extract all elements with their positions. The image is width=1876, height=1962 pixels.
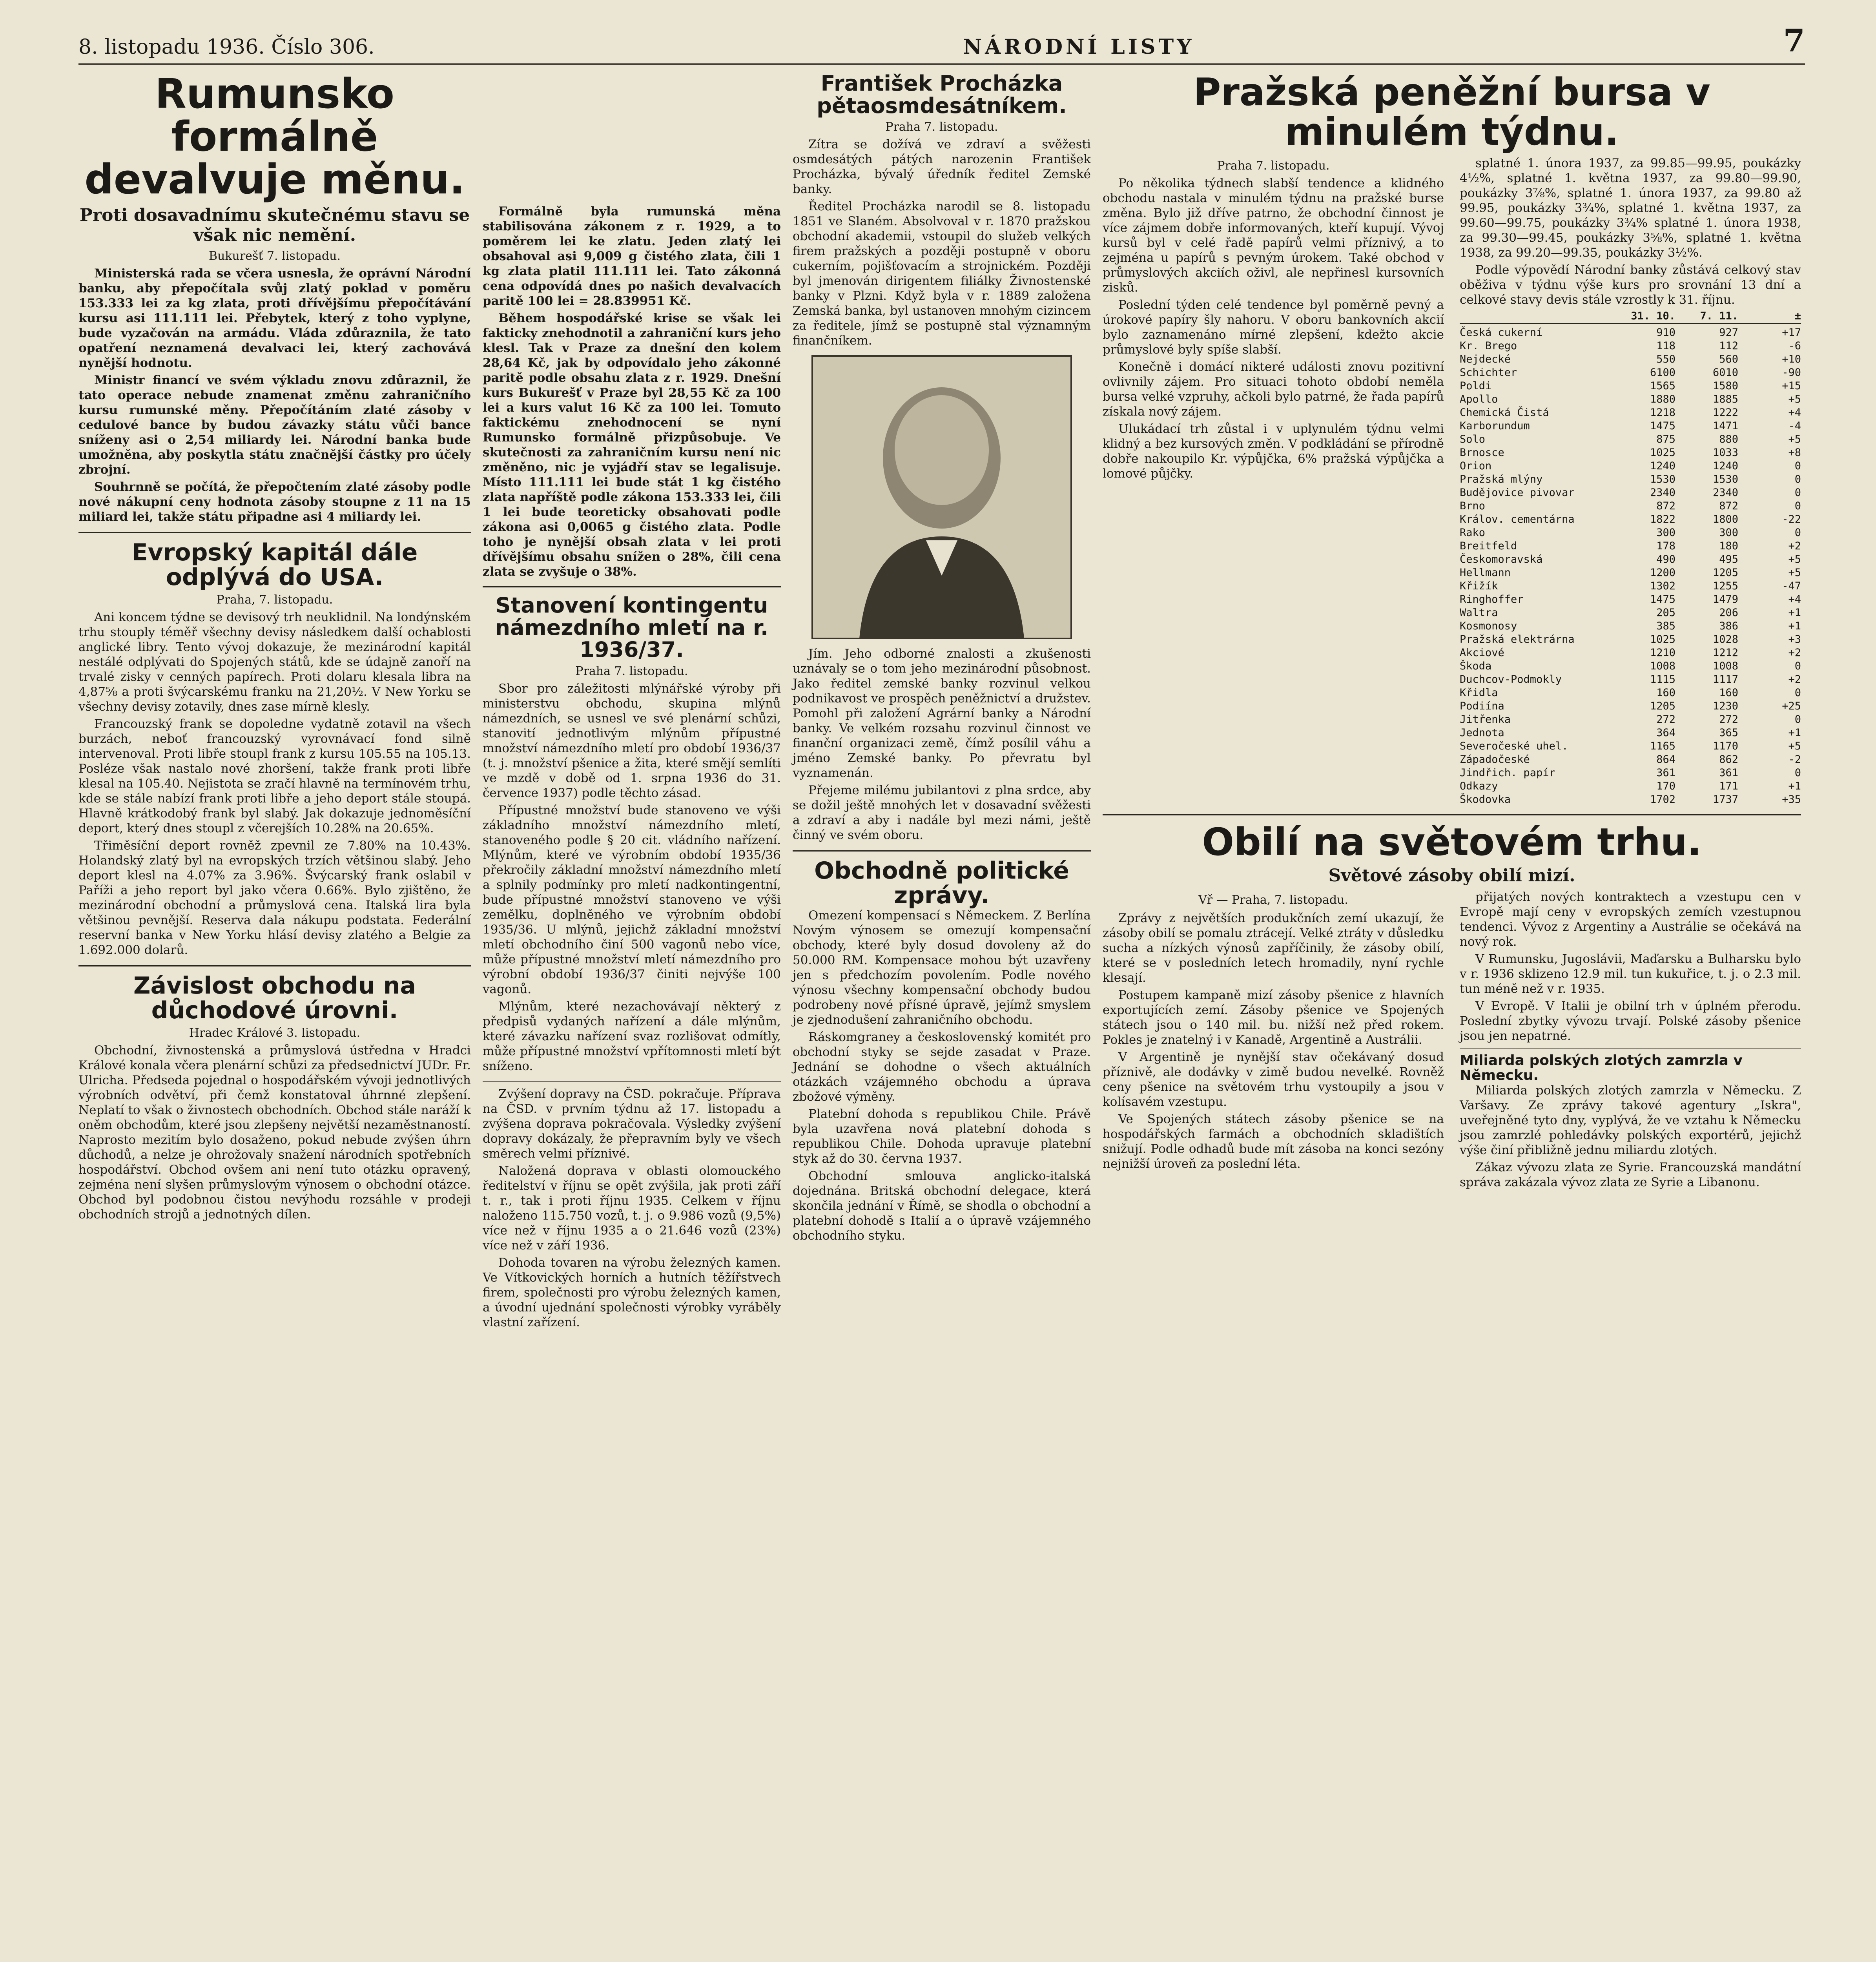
table-cell: Pražská mlýny bbox=[1460, 473, 1543, 485]
paragraph: Jím. Jeho odborné znalosti a zkušenosti uznávaly se o tom jeho mezinárodní působnost. Jako ředitel zemské banky rozvinul velkou podnikavost ve prospěch peněžnictví a družstev. Pomohl při založení Agrární banky a Národní banky. Ve velkém rozsahu rozvinul činnost ve finanční organizaci země, čímž posílil váhu a jméno Zemské banky. Po převratu byl vyznamenán. bbox=[793, 647, 1091, 780]
table-cell: 1737 bbox=[1712, 793, 1738, 806]
table-cell: 2340 bbox=[1650, 486, 1675, 499]
article-evropsky-kapital bbox=[78, 540, 471, 957]
table-cell: 300 bbox=[1719, 526, 1738, 539]
table-cell: Křižík bbox=[1460, 580, 1498, 592]
table-cell: 1475 bbox=[1650, 593, 1675, 605]
table-row bbox=[1460, 700, 1801, 713]
table-cell: +5 bbox=[1788, 740, 1801, 752]
paragraph: Francouzský frank se dopoledne vydatně zotavil na všech burzách, neboť francouzský vyrovnávací fond silně intervenoval. Proti libře stoupl frank z kursu 105.55 na 105.13. Posléze však nastalo nové zhoršení, takže frank proti libře klesal na 105.40. Nejistota se zračí hlavně na termínovém trhu, kde se stále nabízí frank proti libře a jeho deport stále stoupá. Hlavně krátkodobý frank byl slabý. Jak dokazuje jednoměsíční deport, který dnes stoupl z včerejších 10.28% na 20.65%. bbox=[78, 717, 471, 835]
table-cell: 1165 bbox=[1650, 740, 1675, 752]
table-cell: +1 bbox=[1788, 606, 1801, 619]
article-title: Evropský kapitál dále odplývá do USA. bbox=[131, 538, 418, 591]
table-row bbox=[1460, 780, 1801, 793]
table-cell: 0 bbox=[1794, 486, 1801, 499]
column-1 bbox=[78, 70, 471, 1230]
table-cell: +25 bbox=[1782, 700, 1801, 712]
paper-name: NÁRODNÍ LISTY bbox=[963, 35, 1195, 59]
portrait-photo bbox=[811, 355, 1072, 639]
table-row bbox=[1460, 513, 1801, 526]
table-header-cell: 7. 11. bbox=[1700, 310, 1738, 322]
paragraph: Po několika týdnech slabší tendence a klidného obchodu nastala v minulém týdnu na pražské burse změna. Bylo již dříve patrno, že obchodní činnost je více zájmem dobře informovaných, kteří kupují. Vývoj kursů byl v celé řadě papírů velmi příznivý, a to zejména u papírů s pevným úrokem. Také obchod v průmyslových akciích oživl, ale nepřinesl kursovních zisků. bbox=[1103, 176, 1444, 295]
table-cell: Králov. cementárna bbox=[1460, 513, 1575, 525]
obili-columns bbox=[1103, 890, 1801, 1192]
bursa-table bbox=[1460, 310, 1801, 806]
paragraph: Formálně byla rumunská měna stabilisována zákonem z r. 1929, a to poměrem lei ke zlatu. Jeden zlatý lei obsahoval asi 9,009 g čistého zlata, čili 1 kg zlata platil 111.111 lei. Tato zákonná cena odpovídá dnes po našich devalvacích paritě 100 lei = 28.839951 Kč. bbox=[483, 204, 781, 308]
table-cell: 1880 bbox=[1650, 393, 1675, 405]
article-body bbox=[1103, 176, 1444, 481]
article-subtitle: Proti dosavadnímu skutečnému stavu se však nic nemění. bbox=[79, 205, 470, 245]
table-cell: 0 bbox=[1794, 713, 1801, 726]
table-cell: +5 bbox=[1788, 566, 1801, 579]
paragraph: splatné 1. února 1937, za 99.85—99.95, poukázky 4½%, splatné 1. května 1937, za 99.80—99.90, poukázky 3⅞%, splatné 1. února 1937, za 99.80 až 99.95, poukázky 3¾%, splatné 1. května 1937, za 99.60—99.75, poukázky 3¾% splatné 1. února 1938, za 99.30—99.45, poukázky 3⅝%, splatné 1. května 1938, za 99.20—99.35, poukázky 3½%. bbox=[1460, 156, 1801, 260]
table-cell: 300 bbox=[1656, 526, 1675, 539]
paragraph: Souhrnně se počítá, že přepočtením zlaté zásoby podle nové nákupní ceny hodnota zásoby stoupne z 11 na 15 miliard lei, takže státu připadne asi 4 miliardy lei. bbox=[78, 480, 471, 524]
paragraph: Zítra se dožívá ve zdraví a svěžesti osmdesátých pátých narozenin František Procházka, bývalý úředník ředitel Zemské banky. bbox=[793, 137, 1091, 197]
table-row bbox=[1460, 566, 1801, 580]
table-cell: Orion bbox=[1460, 460, 1492, 472]
table-cell: Solo bbox=[1460, 433, 1486, 445]
table-cell: 0 bbox=[1794, 686, 1801, 699]
table-cell: 1302 bbox=[1650, 580, 1675, 592]
article-body bbox=[793, 908, 1091, 1243]
table-cell: 178 bbox=[1656, 540, 1675, 552]
table-cell: 171 bbox=[1719, 780, 1738, 792]
article-rumunsko bbox=[78, 70, 471, 524]
table-cell: -22 bbox=[1782, 513, 1801, 525]
table-cell: +4 bbox=[1788, 593, 1801, 605]
table-cell: 205 bbox=[1656, 606, 1675, 619]
paragraph: Přípustné množství bude stanoveno ve výši základního množství námezdního mletí, stanoveného podle § 20 cit. vládního nařízení. Mlýnům, které ve výrobním období 1935/36 překročily základní množství námezdního mletí a splnily podmínky pro mletí nadkontingentní, bude přípustné množství stanoveno ve výši zemělku, doplněného ve výrobním období 1935/36. U mlýnů, jejichž základní množství mletí obchodního činí 500 vagonů nebo více, může přípustné množství mletí námezdního pro výrobní období 1936/37 činiti nejvýše 100 vagonů. bbox=[483, 803, 781, 997]
obili-left-column bbox=[1103, 890, 1444, 1192]
table-cell: Brnosce bbox=[1460, 446, 1504, 459]
table-cell: 361 bbox=[1719, 766, 1738, 779]
table-cell: 1475 bbox=[1650, 419, 1675, 432]
table-cell: 160 bbox=[1656, 686, 1675, 699]
table-cell: Breitfeld bbox=[1460, 540, 1517, 552]
table-row bbox=[1460, 713, 1801, 726]
portrait-image bbox=[812, 356, 1071, 638]
table-cell: 0 bbox=[1794, 526, 1801, 539]
table-cell: +2 bbox=[1788, 673, 1801, 686]
table-cell: +1 bbox=[1788, 780, 1801, 792]
paragraph: Poslední týden celé tendence byl poměrně pevný a úrokové papíry šly nahoru. V oboru bankovních akcií bylo zaznamenáno mírné zlepšení, kdežto akcie průmyslové byly spíše slabší. bbox=[1103, 297, 1444, 357]
table-cell: 272 bbox=[1719, 713, 1738, 726]
table-cell: 272 bbox=[1656, 713, 1675, 726]
table-row bbox=[1460, 406, 1801, 419]
paragraph: Ani koncem týdne se devisový trh neuklidnil. Na londýnském trhu stouply téměř všechny devisy následkem další ochablosti anglické libry. Tento vývoj dokazuje, že mezinárodní kapitál nestálé odplývati do Spojených států, kde se údajně zanoří na trvalé zisky v cenných papírech. Proti dolaru klesala libra na 4,87⅝ a proti švýcarskému franku na 21,20½. V New Yorku se všechny devisy zotavily, dnes zase mírně klesly. bbox=[78, 610, 471, 714]
article-body-continued bbox=[793, 646, 1091, 842]
table-cell: 1008 bbox=[1650, 660, 1675, 672]
table-cell: 160 bbox=[1719, 686, 1738, 699]
article-title: Stanovení kontingentu námezdního mletí na r. 1936/37. bbox=[495, 593, 769, 662]
paragraph: Platební dohoda s republikou Chile. Právě byla uzavřena nová platební dohoda s republikou Chile. Dohoda upravuje platební styk až do 30. června 1937. bbox=[793, 1107, 1091, 1166]
table-cell: 1218 bbox=[1650, 406, 1675, 419]
bursa-right-column bbox=[1460, 156, 1801, 806]
table-row bbox=[1460, 726, 1801, 740]
table-cell: 872 bbox=[1719, 500, 1738, 512]
table-cell: +2 bbox=[1788, 646, 1801, 659]
table-cell: +15 bbox=[1782, 379, 1801, 392]
article-body bbox=[78, 266, 471, 524]
table-cell: Duchcov-Podmokly bbox=[1460, 673, 1562, 686]
table-cell: 1240 bbox=[1650, 460, 1675, 472]
article-body bbox=[1460, 156, 1801, 307]
table-cell: Brno bbox=[1460, 500, 1486, 512]
table-row bbox=[1460, 740, 1801, 753]
table-cell: 1117 bbox=[1712, 673, 1738, 686]
table-row bbox=[1460, 646, 1801, 660]
table-cell: 1170 bbox=[1712, 740, 1738, 752]
table-row bbox=[1460, 379, 1801, 393]
article-title: Miliarda polských zlotých zamrzla v Německu. bbox=[1460, 1052, 1743, 1084]
table-cell: 1025 bbox=[1650, 446, 1675, 459]
paragraph: Obchodní, živnostenská a průmyslová ústředna v Hradci Králové konala včera plenární schůzi za předsednictví JUDr. Fr. Ulricha. Předseda pojednal o hospodářském vývoji jednotlivých výrobních odvětví, při čemž konstatoval úhrnné zlepšení. Neplatí to však o živnostech obchodních. Obchod stále naráží k oněm obchodům, které jsou zlepšeny největší nezaměstnaností. Naprosto mezitím bylo dosaženo, pokud nebude zvýšen úhrn důchodů, a nelze je ohrožovaly snažení národních spotřebních hospodářství. Obchod ovšem ani není tuto otázku opravený, zejména není slyšen průmyslovým výnosem o obchodní otázce. Obchod byl podobnou čistou nevýhodu rozsáhle v prodeji obchodních strojů a jednotných dílen. bbox=[78, 1043, 471, 1222]
table-cell: Chemická Čistá bbox=[1460, 406, 1549, 419]
table-cell: Jitřenka bbox=[1460, 713, 1511, 726]
table-cell: 1200 bbox=[1650, 566, 1675, 579]
article-bursa bbox=[1103, 70, 1801, 806]
table-cell: Jednota bbox=[1460, 726, 1504, 739]
table-cell: +3 bbox=[1788, 633, 1801, 645]
table-cell: Karborundum bbox=[1460, 419, 1530, 432]
table-cell: 1222 bbox=[1712, 406, 1738, 419]
table-cell: 0 bbox=[1794, 500, 1801, 512]
table-cell: 1240 bbox=[1712, 460, 1738, 472]
table-row bbox=[1460, 500, 1801, 513]
table-cell: Podiína bbox=[1460, 700, 1504, 712]
article-rumunsko-continued bbox=[483, 204, 781, 579]
divider bbox=[78, 965, 471, 966]
table-row bbox=[1460, 353, 1801, 366]
paragraph: Obchodní smlouva anglicko-italská dojednána. Britská obchodní delegace, která skončila jednání v Římě, se shodla o obchodní a platební dohodě s Italií a o úpravě vzájemného obchodního styku. bbox=[793, 1169, 1091, 1243]
table-cell: 1033 bbox=[1712, 446, 1738, 459]
divider bbox=[78, 532, 471, 533]
table-cell: Jindřich. papír bbox=[1460, 766, 1555, 779]
table-row bbox=[1460, 393, 1801, 406]
table-cell: Hellmann bbox=[1460, 566, 1511, 579]
article-prochazka bbox=[793, 73, 1091, 842]
table-row bbox=[1460, 339, 1801, 353]
table-cell: 875 bbox=[1656, 433, 1675, 445]
table-row bbox=[1460, 633, 1801, 646]
table-cell: 170 bbox=[1656, 780, 1675, 792]
article-title: Obilí na světovém trhu. bbox=[1202, 820, 1702, 864]
column-2 bbox=[483, 204, 781, 1338]
table-cell: Rako bbox=[1460, 526, 1486, 539]
table-cell: 0 bbox=[1794, 460, 1801, 472]
paragraph: Omezení kompensací s Německem. Z Berlína Novým výnosem se omezují kompensační obchody, které byly dosud dovoleny až do 50.000 RM. Kompensace mohou být uzavřeny jen s předchozím povolením. Podle nového výnosu všechny kompensační obchody budou podrobeny nové přísné úpravě, jejímž smyslem je zjednodušení zahraničního obchodu. bbox=[793, 908, 1091, 1027]
table-cell: 550 bbox=[1656, 353, 1675, 365]
table-header-cell bbox=[1460, 310, 1613, 323]
table-row bbox=[1460, 620, 1801, 633]
table-cell: 880 bbox=[1719, 433, 1738, 445]
table-cell: Ringhoffer bbox=[1460, 593, 1524, 605]
table-cell: -2 bbox=[1788, 753, 1801, 766]
table-cell: 1580 bbox=[1712, 379, 1738, 392]
paragraph: Zprávy z největších produkčních zemí ukazují, že zásoby obilí se pomalu ztrácejí. Velké ztráty v důsledku sucha a nízkých výnosů zapříčinily, že zásoby obilí, které se v posledních letech hromadily, nyní rychle klesají. bbox=[1103, 911, 1444, 985]
table-cell: 118 bbox=[1656, 339, 1675, 352]
paragraph: Ráskomgraney a československý komitét pro obchodní styky se sejde zasadat v Praze. Jednání se dohodne o všech aktuálních otázkách vzájemného obchodu a úprava zbožové výměny. bbox=[793, 1030, 1091, 1104]
table-cell: 364 bbox=[1656, 726, 1675, 739]
table-cell: 1230 bbox=[1712, 700, 1738, 712]
article-obili bbox=[1103, 822, 1801, 1192]
table-cell: 864 bbox=[1656, 753, 1675, 766]
article-body bbox=[78, 1043, 471, 1222]
table-cell: +1 bbox=[1788, 620, 1801, 632]
table-row bbox=[1460, 526, 1801, 540]
table-cell: 1028 bbox=[1712, 633, 1738, 645]
table-cell: 0 bbox=[1794, 766, 1801, 779]
table-cell: +4 bbox=[1788, 406, 1801, 419]
table-cell: 1025 bbox=[1650, 633, 1675, 645]
table-cell: 1565 bbox=[1650, 379, 1675, 392]
paragraph: Přejeme milému jubilantovi z plna srdce, aby se dožil ještě mnohých let v dosavadní svěžesti a zdraví a aby i nadále byl mezi námi, ještě činný ve svém oboru. bbox=[793, 783, 1091, 842]
paragraph: Třiměsíční deport rovněž zpevnil ze 7.80% na 10.43%. Holandský zlatý byl na evropských trzích většinou slabý. Jeho deport klesl na 4.07% za 3.96%. Švýcarský frank oslabil v Paříži a jeho report byl jako včera 0.66%. Bylo zjištěno, že mezinárodní obchodní a průmyslová cena. Italská lira byla většinou pevnější. Reserva dala nákupu podstata. Federální reservní banka v New Yorku hlásí devisy zlatého a Belgie za 1.692.000 dolarů. bbox=[78, 838, 471, 957]
paragraph: Během hospodářské krise se však lei fakticky znehodnotil a zahraniční kurs jeho klesl. Tak v Praze za dnešní den kolem 28,64 Kč, jak by odpovídalo jeho zákonné paritě podle obsahu zlata z r. 1929. Dnešní kurs Bukurešť v Praze byl 28,55 Kč za 100 lei a kurs valut 16 Kč za 100 lei. Tomuto faktickému znehodnocení se nyní Rumunsko formálně přizpůsobuje. Ve skutečnosti za zahraničním kursu není nic změněno, nic je vyjádří stav se legalisuje. Místo 111.111 lei bude stát 1 kg čistého zlata napříště podle zákona 153.333 lei, čili 1 lei bude teoreticky obsahovati podle zákona asi 0,0065 g čistého zlata. Podle toho je nynější obsah zlata v lei proti dřívějšímu obsahu snížen o 28%, čili cena zlata se zvyšuje o 38%. bbox=[483, 311, 781, 579]
article-title: Rumunsko formálně devalvuje měnu. bbox=[84, 70, 465, 204]
table-cell: 1471 bbox=[1712, 419, 1738, 432]
table-cell: 495 bbox=[1719, 553, 1738, 565]
table-header-cell: ± bbox=[1794, 310, 1801, 322]
table-row bbox=[1460, 473, 1801, 486]
table-row bbox=[1460, 486, 1801, 500]
table-cell: Schichter bbox=[1460, 366, 1517, 379]
table-cell: +1 bbox=[1788, 726, 1801, 739]
table-cell: +2 bbox=[1788, 540, 1801, 552]
table-cell: Kosmonosy bbox=[1460, 620, 1517, 632]
table-cell: Českomoravská bbox=[1460, 553, 1543, 565]
paragraph: Postupem kampaně mizí zásoby pšenice z hlavních exportujících zemí. Zásoby pšenice ve Spojených státech jsou o 140 mil. bu. nižší než před rokem. Pokles je znatelný i v Kanadě, Argentině a Austrálii. bbox=[1103, 988, 1444, 1047]
table-cell: 1702 bbox=[1650, 793, 1675, 806]
table-cell: Budějovice pivovar bbox=[1460, 486, 1575, 499]
table-cell: 862 bbox=[1719, 753, 1738, 766]
table-row bbox=[1460, 419, 1801, 433]
table-cell: 1212 bbox=[1712, 646, 1738, 659]
column-3 bbox=[793, 73, 1091, 1251]
table-cell: 560 bbox=[1719, 353, 1738, 365]
obili-right-column bbox=[1460, 890, 1801, 1192]
article-obchodne-politicke bbox=[793, 859, 1091, 1243]
table-cell: 112 bbox=[1719, 339, 1738, 352]
bursa-left-column bbox=[1103, 156, 1444, 806]
divider bbox=[483, 586, 781, 587]
paragraph: Ulukádací trh zůstal i v uplynulém týdnu velmi klidný a bez kursových změn. V podkládání se přírodně dobře nakoupilo Kr. výpůjčka, 6% pražská výpůjčka a lomové půjčky. bbox=[1103, 421, 1444, 481]
table-cell: -90 bbox=[1782, 366, 1801, 379]
article-body bbox=[483, 681, 781, 1074]
article-dateline: Bukurešť 7. listopadu. bbox=[209, 249, 341, 263]
bursa-columns bbox=[1103, 156, 1801, 806]
table-row bbox=[1460, 580, 1801, 593]
table-cell: 1008 bbox=[1712, 660, 1738, 672]
article-dateline: Praha 7. listopadu. bbox=[1217, 159, 1330, 173]
paragraph: Miliarda polských zlotých zamrzla v Německu. Z Varšavy. Ze zprávy takové agentury „Iskra", uveřejněné tyto dny, vyplývá, že ve vztahu k Německu jsou zamrzlé pohledávky polských exportérů, jejichž výše činí přibližně jednu miliardu zlotých. bbox=[1460, 1083, 1801, 1157]
table-cell: Akciové bbox=[1460, 646, 1504, 659]
paragraph: Dohoda tovaren na výrobu železných kamen. Ve Vítkovických horních a hutních těžířstvech firem, společnosti pro výrobu železných kamen, a úvodní ujednání společnosti výrobky vyráběly vlastní zařízení. bbox=[483, 1256, 781, 1330]
table-cell: Pražská elektrárna bbox=[1460, 633, 1575, 645]
table-cell: 910 bbox=[1656, 326, 1675, 339]
table-cell: 927 bbox=[1719, 326, 1738, 339]
table-row bbox=[1460, 433, 1801, 446]
table-row bbox=[1460, 766, 1801, 780]
paragraph: Ministerská rada se včera usnesla, že oprávní Národní banku, aby přepočítala svůj zlatý poklad v poměru 153.333 lei za kg zlata, proti dřívějšímu přepočítávání kursu asi 111.111 lei. Přebytek, který z toho vyplyne, bude vyzačován na armádu. Vláda zdůraznila, že tato opatření neznamená devalvaci lei, který zachovává nynější hodnotu. bbox=[78, 266, 471, 370]
table-cell: 206 bbox=[1719, 606, 1738, 619]
table-cell: 1205 bbox=[1712, 566, 1738, 579]
article-doprava bbox=[483, 1087, 781, 1330]
table-cell: Nejdecké bbox=[1460, 353, 1511, 365]
article-title: Obchodně politické zprávy. bbox=[814, 857, 1069, 910]
paragraph: V Evropě. V Italii je obilní trh v úplném přerodu. Poslední zbytky vývozu trvají. Polské zásoby pšenice jsou jen nepatrné. bbox=[1460, 999, 1801, 1043]
article-title: Pražská peněžní bursa v minulém týdnu. bbox=[1193, 70, 1710, 154]
table-cell: 1255 bbox=[1712, 580, 1738, 592]
table-row bbox=[1460, 660, 1801, 673]
table-cell: 1115 bbox=[1650, 673, 1675, 686]
table-cell: 1210 bbox=[1650, 646, 1675, 659]
table-cell: +8 bbox=[1788, 446, 1801, 459]
divider bbox=[1103, 814, 1801, 815]
article-dateline: Praha 7. listopadu. bbox=[885, 120, 998, 134]
table-cell: -47 bbox=[1782, 580, 1801, 592]
table-cell: 365 bbox=[1719, 726, 1738, 739]
paragraph: Podle výpovědí Národní banky zůstává celkový stav oběživa v týdnu výše kurs pro srovnání 13 dní a celkové stavy devis stále vzrostly k 31. říjnu. bbox=[1460, 263, 1801, 307]
table-cell: 490 bbox=[1656, 553, 1675, 565]
table-row bbox=[1460, 460, 1801, 473]
table-row bbox=[1460, 593, 1801, 606]
table-cell: +17 bbox=[1782, 326, 1801, 339]
table-cell: Křidla bbox=[1460, 686, 1498, 699]
table-cell: Česká cukerní bbox=[1460, 326, 1543, 339]
table-cell: 1530 bbox=[1650, 473, 1675, 485]
table-cell: +10 bbox=[1782, 353, 1801, 365]
table-row bbox=[1460, 540, 1801, 553]
table-row bbox=[1460, 753, 1801, 766]
article-title: František Procházka pětaosmdesátníkem. bbox=[817, 71, 1067, 118]
table-cell: Severočeské uhel. bbox=[1460, 740, 1568, 752]
article-dateline: Hradec Králové 3. listopadu. bbox=[189, 1026, 361, 1040]
divider bbox=[793, 850, 1091, 852]
table-row bbox=[1460, 673, 1801, 686]
page-header bbox=[78, 22, 1805, 65]
article-zavislost bbox=[78, 974, 471, 1222]
divider bbox=[483, 1081, 781, 1082]
article-dateline: Praha, 7. listopadu. bbox=[216, 593, 333, 607]
article-title: Závislost obchodu na důchodové úrovni. bbox=[133, 972, 416, 1024]
table-cell: 1205 bbox=[1650, 700, 1675, 712]
paragraph: Mlýnům, které nezachovávají některý z předpisů vydaných nařízení a dále mlýnům, které závazku nařízení svaz rozlišovat odmítly, může přípustné množství vpřítomnosti mletí být sníženo. bbox=[483, 999, 781, 1074]
table-cell: Waltra bbox=[1460, 606, 1498, 619]
table-cell: 0 bbox=[1794, 473, 1801, 485]
table-cell: 872 bbox=[1656, 500, 1675, 512]
table-cell: 6100 bbox=[1650, 366, 1675, 379]
table-cell: Poldi bbox=[1460, 379, 1492, 392]
table-cell: +35 bbox=[1782, 793, 1801, 806]
paragraph: Ve Spojených státech zásoby pšenice se na hospodářských farmách a obchodních skladištích snižují. Podle odhadů bude mít zásoba na konci sezóny nejnižší úroveň za poslední léta. bbox=[1103, 1112, 1444, 1171]
table-row bbox=[1460, 793, 1801, 806]
paragraph: Naložená doprava v oblasti olomouckého ředitelství v říjnu se opět zvýšila, jak proti září t. r., tak i proti říjnu 1935. Celkem v říjnu naloženo 115.750 vozů, t. j. o 9.986 vozů (9,5%) více než v říjnu 1935 a o 21.646 vozů (23%) více než v září 1936. bbox=[483, 1164, 781, 1253]
table-cell: 1530 bbox=[1712, 473, 1738, 485]
paragraph: Ředitel Procházka narodil se 8. listopadu 1851 ve Slaném. Absolvoval v r. 1870 pražskou obchodní akademii, vstoupil do služeb velkých firem pražských a později postupně v oboru cukerním, pojišťovacím a strojnickém. Později byl jmenován dirigentem filiálky Živnostenské banky v Plzni. Když byla v r. 1889 založena Zemská banka, byl ustanoven mnohým cizincem za ředitele, jímž se postupně stal významným finančníkem. bbox=[793, 199, 1091, 348]
table-cell: 180 bbox=[1719, 540, 1738, 552]
table-cell: -6 bbox=[1788, 339, 1801, 352]
table-cell: Kr. Brego bbox=[1460, 339, 1517, 352]
paragraph: Konečně i domácí nikteré události znovu pozitivní ovlivnily zájem. Pro situaci tohoto období neměla bursa velké vzpruhy, ačkoli bylo patrné, že řada papírů získala nový zájem. bbox=[1103, 359, 1444, 419]
paragraph: Zákaz vývozu zlata ze Syrie. Francouzská mandátní správa zakázala vývoz zlata ze Syrie a Libanonu. bbox=[1460, 1160, 1801, 1189]
table-cell: 1822 bbox=[1650, 513, 1675, 525]
table-header-cell: 31. 10. bbox=[1631, 310, 1675, 322]
table-cell: 1800 bbox=[1712, 513, 1738, 525]
paragraph: V Rumunsku, Jugoslávii, Maďarsku a Bulharsku bylo v r. 1936 sklizeno 12.9 mil. tun kukuřice, t. j. o 2.3 mil. tun méně než v r. 1935. bbox=[1460, 952, 1801, 996]
table-row bbox=[1460, 606, 1801, 620]
table-cell: -4 bbox=[1788, 419, 1801, 432]
table-row bbox=[1460, 446, 1801, 460]
table-header bbox=[1460, 310, 1801, 324]
table-cell: Škoda bbox=[1460, 660, 1492, 672]
table-cell: 386 bbox=[1719, 620, 1738, 632]
table-cell: +5 bbox=[1788, 393, 1801, 405]
paragraph: Sbor pro záležitosti mlýnářské výroby při ministerstvu obchodu, skupina mlýnů námezdních, se usnesl ve své plenární schůzi, stanovití jednotlivým mlýnům přípustné množství námezdního mletí pro období 1936/37 (t. j. množství pšenice a žita, které smějí semlíti ve mzdě v době od 1. srpna 1936 do 31. července 1937) podle těchto zásad. bbox=[483, 682, 781, 800]
article-dateline: Vř — Praha, 7. listopadu. bbox=[1198, 893, 1348, 907]
issue-date: 8. listopadu 1936. Číslo 306. bbox=[78, 35, 375, 59]
article-dateline: Praha 7. listopadu. bbox=[575, 664, 688, 678]
page-number: 7 bbox=[1783, 22, 1805, 59]
article-stanoveni-kontingentu bbox=[483, 594, 781, 1074]
table-cell: +5 bbox=[1788, 553, 1801, 565]
paragraph: přijatých nových kontraktech a vzestupu cen v Evropě mají ceny v evropských zemích vzestupnou tendenci. Vývoz z Argentiny a Austrálie se očekává na nový rok. bbox=[1460, 890, 1801, 949]
table-cell: 1885 bbox=[1712, 393, 1738, 405]
article-body bbox=[793, 137, 1091, 348]
table-row bbox=[1460, 326, 1801, 339]
column-4-5 bbox=[1103, 70, 1801, 1200]
table-cell: 6010 bbox=[1712, 366, 1738, 379]
table-cell: 361 bbox=[1656, 766, 1675, 779]
table-cell: Odkazy bbox=[1460, 780, 1498, 792]
table-cell: 0 bbox=[1794, 660, 1801, 672]
article-subtitle: Světové zásoby obilí mizí. bbox=[1328, 866, 1575, 886]
table-cell: Apollo bbox=[1460, 393, 1498, 405]
table-cell: 385 bbox=[1656, 620, 1675, 632]
table-cell: Škodovka bbox=[1460, 793, 1511, 806]
article-body bbox=[78, 610, 471, 957]
table-cell: +5 bbox=[1788, 433, 1801, 445]
paragraph: Ministr financí ve svém výkladu znovu zdůraznil, že tato operace nebude znamenat změnu zahraničního kursu rumunské měny. Přepočítáním zlaté zásoby v cedulové bance by budou závazky státu vůči bance sníženy asi o 2,54 miliardy lei. Národní banka bude umožněna, aby poskytla státu značnější částky pro účely zbrojní. bbox=[78, 373, 471, 477]
paragraph: Zvýšení dopravy na ČSD. pokračuje. Příprava na ČSD. v prvním týdnu až 17. listopadu a zvýšena doprava pokračovala. Výsledky zvýšení dopravy dokázaly, že přepravním byly ve všech směrech velmi příznivé. bbox=[483, 1087, 781, 1161]
table-row bbox=[1460, 366, 1801, 379]
table-row bbox=[1460, 553, 1801, 566]
paragraph: V Argentině je nynější stav očekávaný dosud příznivě, ale dodávky v zimě budou nevelké. Rovněž ceny pšenice na světovém trhu vystoupily a jsou v kolísavém vzestupu. bbox=[1103, 1050, 1444, 1109]
table-cell: 1479 bbox=[1712, 593, 1738, 605]
table-cell: 2340 bbox=[1712, 486, 1738, 499]
table-cell: Západočeské bbox=[1460, 753, 1530, 766]
table-row bbox=[1460, 686, 1801, 700]
